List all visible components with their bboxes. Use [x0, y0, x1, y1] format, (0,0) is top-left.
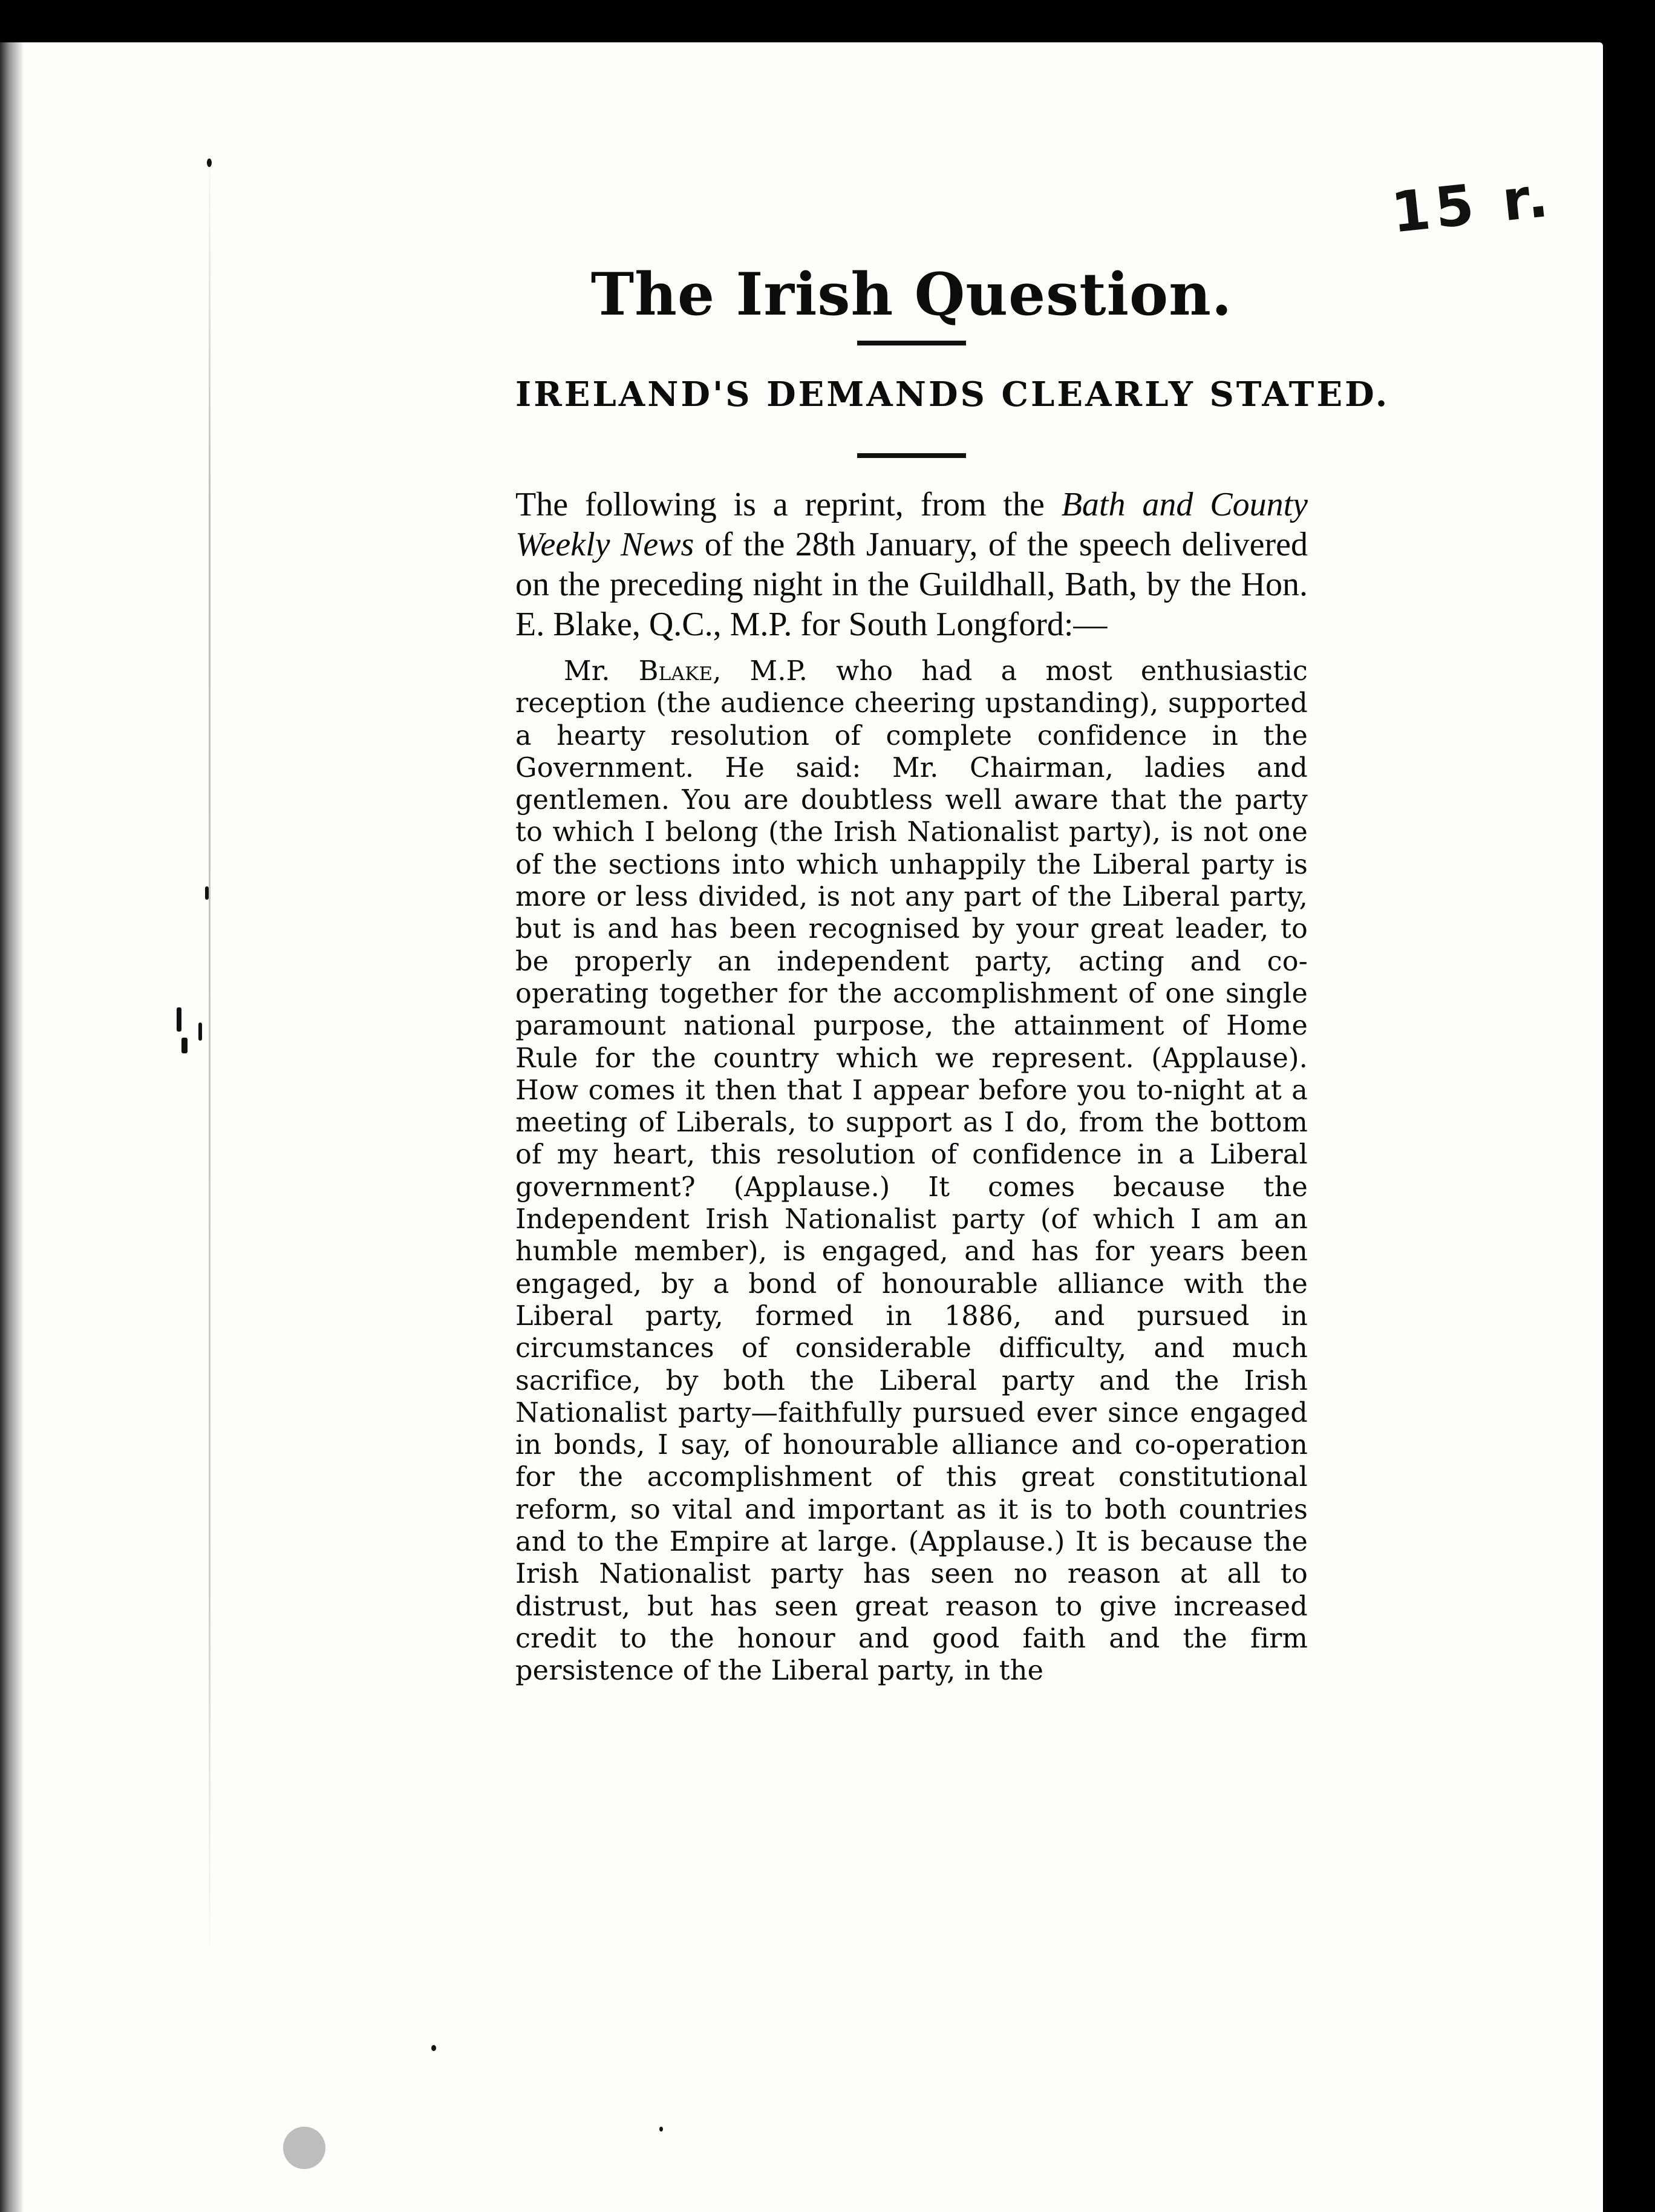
article-subtitle: IRELAND'S DEMANDS CLEARLY STATED. — [515, 375, 1390, 414]
scan-speck — [283, 2127, 325, 2169]
binding-crease — [209, 145, 211, 1960]
scan-speck — [181, 1038, 188, 1053]
title-rule — [857, 341, 966, 345]
intro-text-end: of the 28th January, of the speech delivered on the preceding night in the Guildhall, Bath, by the Hon. E. Blake, Q.C., M.P. for South Longford:— — [515, 526, 1308, 643]
speech-text: , M.P. who had a most enthusiastic reception (the audience cheering upstanding), supported a hearty resolution of complete confidence in the Government. He said: Mr. Chairman, ladies and gentlemen. You are doubtless well aware that the party to which I belong (the Irish Nationalist party), is not one of the sections into which unhappily the Liberal party is more or less divided, is not any part of the Liberal party, but is and has been recognised by your great leader, to be properly an independent party, acting and co-operating together for the accomplishment of one single paramount national purpose, the attainment of Home Rule for the country which we represent. (Applause). How comes it then that I appear before you to-night at a meeting of Liberals, to support as I do, from the bottom of my heart, this resolution of confidence in a Liberal government? (Applause.) It comes because the Independent Irish Nationalist party (of which I am an humble member), is engaged, and has for years been engaged, by a bond of honourable alliance with the Liberal party, formed in 1886, and pursued in circumstances of considerable difficulty, and much sacrifice, by both the Liberal party and the Irish Nationalist party—faithfully pursued ever since engaged in bonds, I say, of honourable alliance and co-operation for the accomplishment of this great constitutional reform, so vital and important as it is to both countries and to the Empire at large. (Applause.) It is because the Irish Nationalist party has seen no reason at all to distrust, but has seen great reason to give increased credit to the honour and good faith and the firm persistence of the Liberal party, in the — [515, 656, 1308, 1687]
scan-speck — [659, 2127, 663, 2132]
subtitle-rule — [857, 453, 966, 458]
scan-speck — [198, 1023, 202, 1041]
intro-paragraph — [515, 485, 1308, 644]
publication-name: Bath and County Weekly News — [515, 486, 1308, 563]
article-column — [515, 260, 1390, 1687]
scan-speck — [431, 2045, 436, 2051]
speaker-name: Blake — [638, 656, 713, 687]
speech-paragraph — [515, 655, 1308, 1687]
article-title: The Irish Question. — [590, 260, 1233, 329]
scan-speck — [205, 886, 209, 900]
scan-speck — [207, 159, 212, 167]
handwritten-page-number: 15 r. — [1388, 164, 1556, 246]
binding-shadow — [0, 42, 24, 2212]
speaker-prefix: Mr. — [564, 656, 639, 687]
scan-speck — [177, 1007, 181, 1032]
intro-text-start: The following is a reprint, from the — [515, 486, 1062, 523]
